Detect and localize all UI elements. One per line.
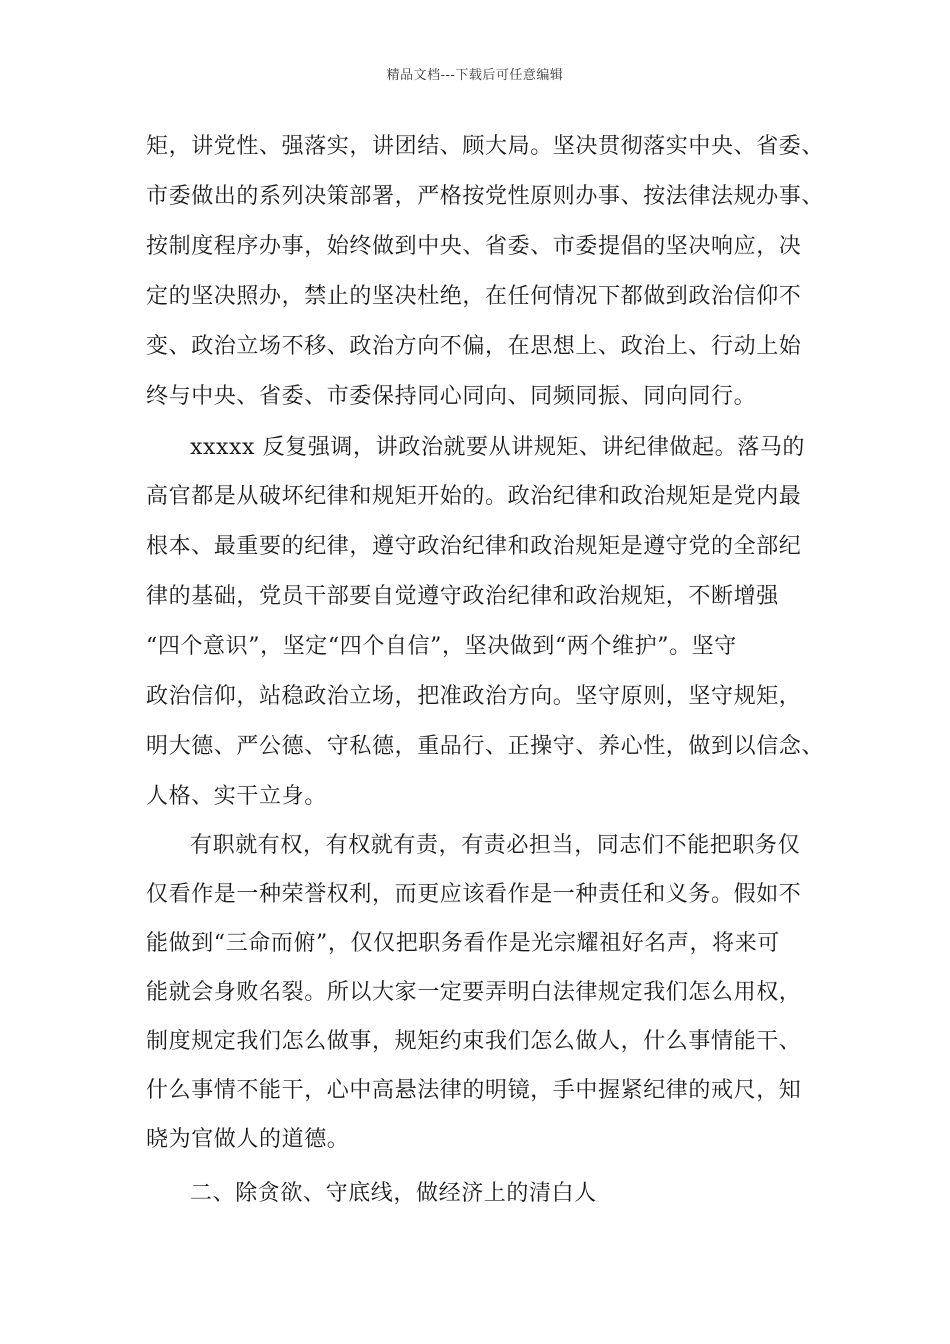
text-line: 什么事情不能干，心中高悬法律的明镜，手中握紧纪律的戒尺，知 — [146, 1078, 802, 1103]
text-line: 晓为官做人的道德。 — [146, 1127, 350, 1152]
text-line: 有职就有权，有权就有责，有责必担当，同志们不能把职务仅 — [190, 833, 801, 858]
text-line: 仅看作是一种荣誉权利，而更应该看作是一种责任和义务。假如不 — [146, 882, 802, 907]
text-line: 制度规定我们怎么做事，规矩约束我们怎么做人，什么事情能干、 — [146, 1029, 802, 1054]
text-line: 明大德、严公德、守私德，重品行、正操守、养心性，做到以信念、 — [146, 734, 825, 759]
section-heading: 二、除贪欲、守底线，做经济上的清白人 — [190, 1181, 597, 1206]
text-line: 政治信仰，站稳政治立场，把准政治方向。坚守原则，坚守规矩， — [146, 684, 802, 709]
text-line: “四个意识”，坚定“四个自信”，坚决做到“两个维护”。坚守 — [146, 634, 737, 659]
text-line: 市委做出的系列决策部署，严格按党性原则办事、按法律法规办事、 — [146, 184, 825, 209]
text-line: 根本、最重要的纪律，遵守政治纪律和政治规矩是遵守党的全部纪 — [146, 534, 802, 559]
page-header: 精品文档---下载后可任意编辑 — [386, 68, 564, 83]
text-line: xxxxx 反复强调，讲政治就要从讲规矩、讲纪律做起。落马的 — [190, 435, 806, 460]
text-line: 能做到“三命而俯”，仅仅把职务看作是光宗耀祖好名声，将来可 — [146, 931, 780, 956]
text-line: 终与中央、省委、市委保持同心同向、同频同振、同向同行。 — [146, 384, 757, 409]
text-line: 变、政治立场不移、政治方向不偏，在思想上、政治上、行动上始 — [146, 334, 802, 359]
text-line: 能就会身败名裂。所以大家一定要弄明白法律规定我们怎么用权， — [146, 980, 802, 1005]
text-line: 高官都是从破坏纪律和规矩开始的。政治纪律和政治规矩是党内最 — [146, 484, 802, 509]
text-line: 按制度程序办事，始终做到中央、省委、市委提倡的坚决响应，决 — [146, 234, 802, 259]
text-line: 矩，讲党性、强落实，讲团结、顾大局。坚决贯彻落实中央、省委、 — [146, 134, 825, 159]
text-line: 人格、实干立身。 — [146, 784, 327, 809]
text-line: 定的坚决照办，禁止的坚决杜绝，在任何情况下都做到政治信仰不 — [146, 284, 802, 309]
text-line: 律的基础，党员干部要自觉遵守政治纪律和政治规矩，不断增强 — [146, 584, 779, 609]
